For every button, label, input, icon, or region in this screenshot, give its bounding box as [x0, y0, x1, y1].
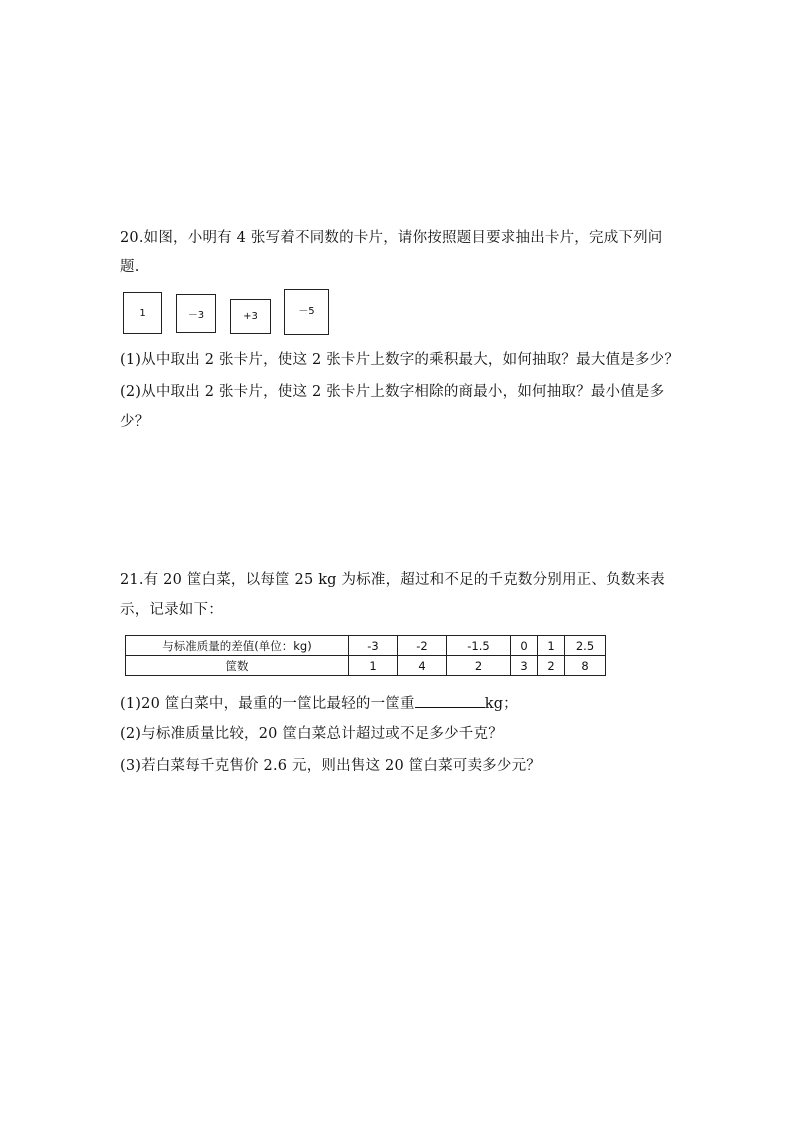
q20-sub2-line2: 少？ [120, 414, 150, 430]
q20-stem-line2: 题. [120, 259, 140, 275]
card-minus-3: －3 [176, 294, 216, 333]
table-cell-diff: -2 [398, 636, 447, 656]
q20-sub1: (1)从中取出 2 张卡片，使这 2 张卡片上数字的乘积最大，如何抽取？最大值是多少？ [120, 352, 680, 368]
q21-sub1-suffix: kg； [484, 696, 518, 712]
table-cell-diff: 0 [511, 636, 538, 656]
q21-stem-line2: 示，记录如下： [120, 602, 223, 618]
q21-sub1-prefix: (1)20 筐白菜中，最重的一筐比最轻的一筐重 [120, 696, 415, 712]
table-cell-diff: 1 [538, 636, 565, 656]
card-1: 1 [123, 292, 162, 334]
card-minus-5: －5 [284, 289, 329, 335]
q21-sub3: (3)若白菜每千克售价 2.6 元，则出售这 20 筐白菜可卖多少元？ [120, 758, 541, 774]
table-cell-diff: -1.5 [447, 636, 511, 656]
table-row-count [126, 656, 606, 676]
table-cell-count: 2 [538, 656, 565, 676]
q21-sub1 [120, 693, 518, 714]
q20-sub2-line1: (2)从中取出 2 张卡片，使这 2 张卡片上数字相除的商最小，如何抽取？最小值是多 [120, 384, 665, 400]
table-header-diff: 与标准质量的差值(单位：kg) [126, 636, 349, 656]
q21-stem-line1: 21.有 20 筐白菜，以每筐 25 kg 为标准，超过和不足的千克数分别用正、负数来表 [120, 572, 665, 588]
answer-blank [415, 693, 485, 708]
weight-difference-table [125, 635, 606, 676]
q21-sub2: (2)与标准质量比较，20 筐白菜总计超过或不足多少千克？ [120, 726, 503, 742]
table-cell-count: 1 [349, 656, 398, 676]
card-plus-3: +3 [230, 299, 271, 334]
q20-stem-line1: 20.如图，小明有 4 张写着不同数的卡片，请你按照题目要求抽出卡片，完成下列问 [120, 230, 663, 246]
table-header-count: 筐数 [126, 656, 349, 676]
table-cell-count: 3 [511, 656, 538, 676]
table-cell-diff: -3 [349, 636, 398, 656]
table-cell-count: 8 [565, 656, 606, 676]
table-cell-count: 2 [447, 656, 511, 676]
table-cell-diff: 2.5 [565, 636, 606, 656]
table-cell-count: 4 [398, 656, 447, 676]
table-row-diff [126, 636, 606, 656]
